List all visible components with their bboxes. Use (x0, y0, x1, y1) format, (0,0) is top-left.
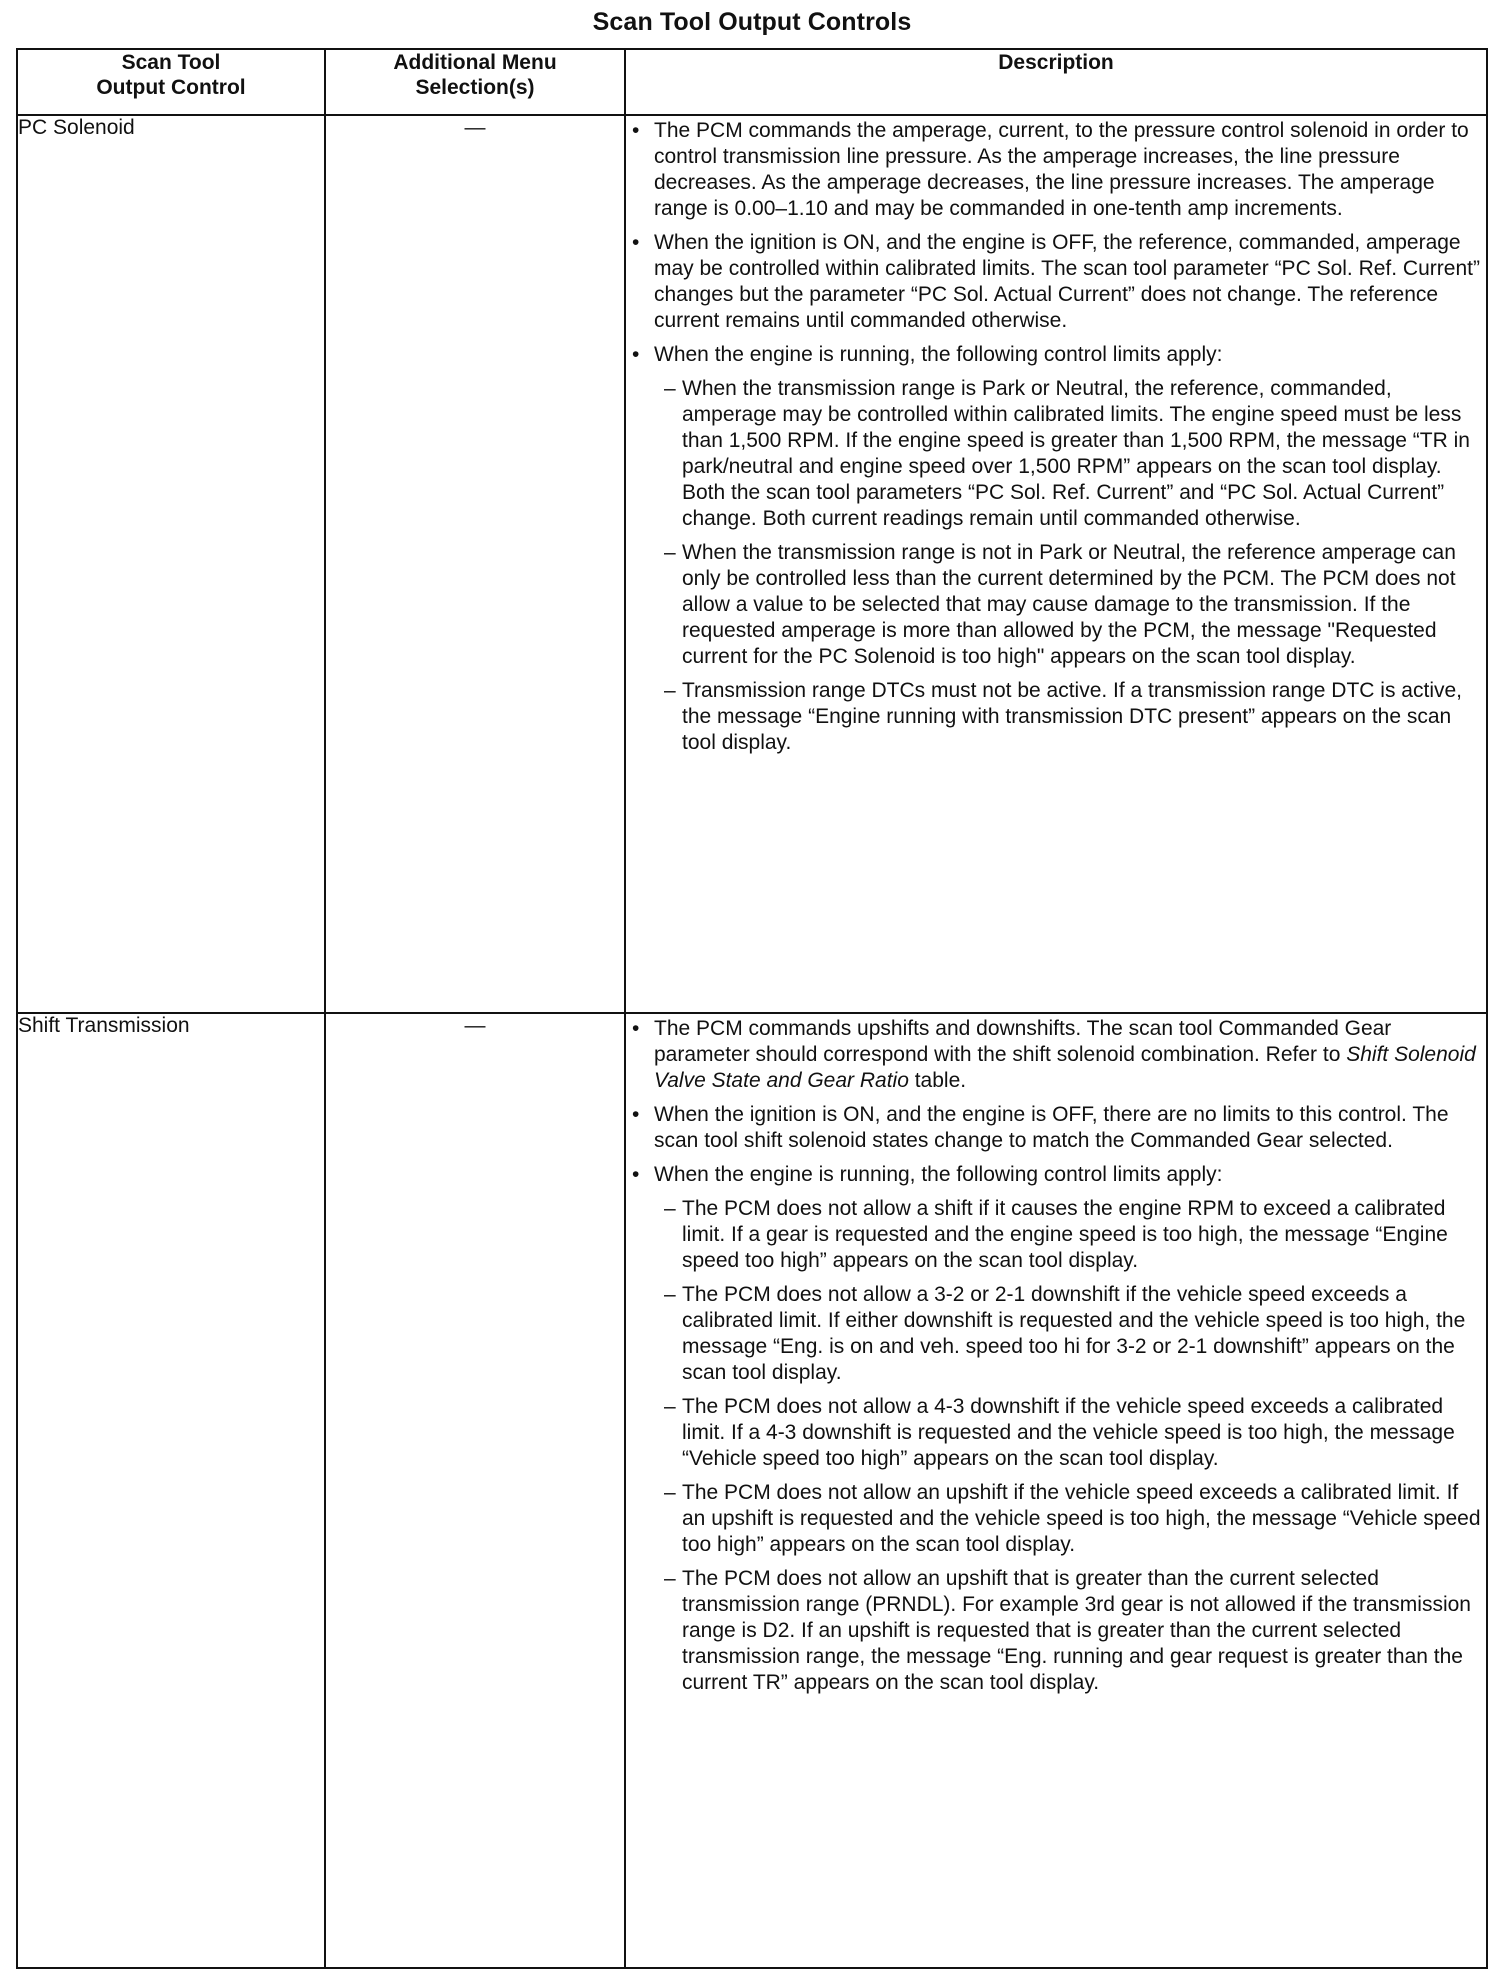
list-item: • The PCM commands the amperage, current, to the pressure control solenoid in order to control transmission line pressure. As the amperage increases, the line pressure decreases. As the amperage decreases, the line pressure increases. The amperage range is 0.00–1.10 and may be commanded in one-tenth amp increments. (626, 118, 1486, 222)
sub-list-item: – When the transmission range is Park or Neutral, the reference, commanded, amperage may be controlled within calibrated limits. The engine speed must be less than 1,500 RPM. If the engine speed is greater than 1,500 RPM, the message “TR in park/neutral and engine speed over 1,500 RPM” appears on the scan tool display. Both the scan tool parameters “PC Sol. Ref. Current” and “PC Sol. Actual Current” change. Both current readings remain until commanded otherwise. (660, 376, 1486, 532)
header-output-control-line2: Output Control (96, 76, 246, 99)
row-selection: — (325, 1013, 625, 1968)
row-name-shift-transmission: Shift Transmission (17, 1013, 325, 1968)
sub-list-item: – The PCM does not allow a 3-2 or 2-1 downshift if the vehicle speed exceeds a calibrated limit. If either downshift is requested and the vehicle speed is too high, the message “Eng. is on and veh. speed too hi for 3-2 or 2-1 downshift” appears on the scan tool display. (660, 1282, 1486, 1386)
output-controls-table (16, 48, 1488, 1969)
sub-list-item: – The PCM does not allow an upshift if the vehicle speed exceeds a calibrated limit. If an upshift is requested and the vehicle speed is too high, the message “Vehicle speed too high” appears on the scan tool display. (660, 1480, 1486, 1558)
sub-list-item: – The PCM does not allow a 4-3 downshift if the vehicle speed exceeds a calibrated limit. If a 4-3 downshift is requested and the vehicle speed is too high, the message “Vehicle speed too high” appears on the scan tool display. (660, 1394, 1486, 1472)
header-menu-selections-line2: Selection(s) (415, 76, 535, 99)
list-item-text-end: table. (908, 1069, 967, 1092)
table-row (17, 1013, 1487, 1968)
header-menu-selections (325, 49, 625, 115)
header-menu-selections-line1: Additional Menu (393, 51, 557, 74)
list-item: • When the engine is running, the following control limits apply: (626, 1162, 1486, 1188)
table-title: Scan Tool Output Controls (592, 8, 912, 36)
list-item-text: The PCM commands upshifts and downshifts. The scan tool Commanded Gear parameter should correspond with the shift solenoid combination. Refer to (654, 1017, 1392, 1066)
sub-list-item: – Transmission range DTCs must not be active. If a transmission range DTC is active, the message “Engine running with transmission DTC present” appears on the scan tool display. (660, 678, 1486, 756)
list-item: • When the ignition is ON, and the engine is OFF, the reference, commanded, amperage may be controlled within calibrated limits. The scan tool parameter “PC Sol. Ref. Current” changes but the parameter “PC Sol. Actual Current” does not change. The reference current remains until commanded otherwise. (626, 230, 1486, 334)
row-description (625, 1013, 1487, 1968)
header-row (17, 49, 1487, 115)
header-output-control (17, 49, 325, 115)
sub-list-item: – The PCM does not allow a shift if it causes the engine RPM to exceed a calibrated limit. If a gear is requested and the engine speed is too high, the message “Engine speed too high” appears on the scan tool display. (660, 1196, 1486, 1274)
row-description (625, 115, 1487, 1013)
row-name-pc-solenoid: PC Solenoid (17, 115, 325, 1013)
table-reference: Shift Solenoid Valve State and Gear Ratio (654, 1043, 1476, 1092)
table-row (17, 115, 1487, 1013)
list-item: • When the ignition is ON, and the engine is OFF, there are no limits to this control. The scan tool shift solenoid states change to match the Commanded Gear selected. (626, 1102, 1486, 1154)
header-output-control-line1: Scan Tool (121, 51, 221, 74)
sub-list-item: – When the transmission range is not in Park or Neutral, the reference amperage can only be controlled less than the current determined by the PCM. The PCM does not allow a value to be selected that may cause damage to the transmission. If the requested amperage is more than allowed by the PCM, the message "Requested current for the PC Solenoid is too high" appears on the scan tool display. (660, 540, 1486, 670)
sub-list-item: – The PCM does not allow an upshift that is greater than the current selected transmission range (PRNDL). For example 3rd gear is not allowed if the transmission range is D2. If an upshift is requested that is greater than the current selected transmission range, the message “Eng. running and gear request is greater than the current TR” appears on the scan tool display. (660, 1566, 1486, 1696)
list-item (626, 1016, 1486, 1094)
row-selection: — (325, 115, 625, 1013)
header-description: Description (625, 49, 1487, 115)
list-item: • When the engine is running, the following control limits apply: (626, 342, 1486, 368)
